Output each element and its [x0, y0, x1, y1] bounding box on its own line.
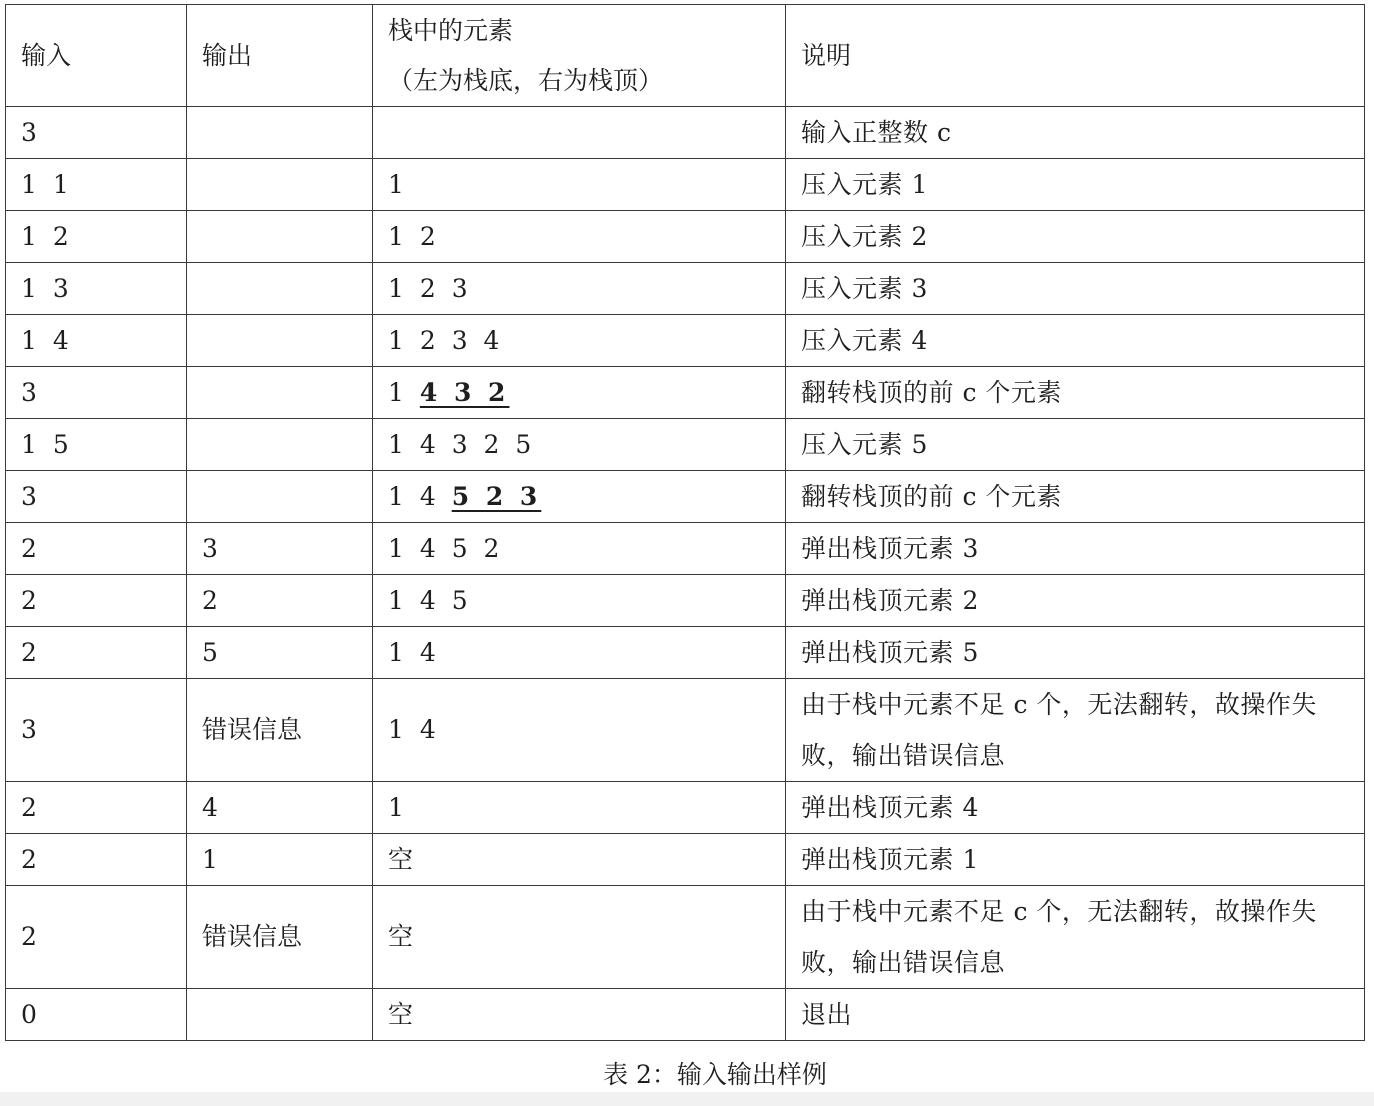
cell-description: 输入正整数 c: [786, 107, 1365, 159]
table-row: [6, 419, 1365, 471]
cell-input: 1 3: [6, 263, 187, 315]
header-input: 输入: [6, 5, 187, 107]
stack-elements: 空: [388, 922, 418, 951]
cell-output: [187, 263, 373, 315]
stack-elements: 1 2: [388, 221, 440, 251]
cell-description: 翻转栈顶的前 c 个元素: [786, 367, 1365, 419]
table-row: [6, 886, 1365, 989]
stack-elements: 1 4 5: [388, 585, 472, 615]
stack-elements: 1 2 3: [388, 273, 472, 303]
cell-input: 1 4: [6, 315, 187, 367]
cell-stack: [373, 782, 786, 834]
cell-input: 2: [6, 886, 187, 989]
table-caption: 表 2：输入输出样例: [603, 1060, 827, 1089]
cell-output: 1: [187, 834, 373, 886]
io-sample-table: [5, 4, 1365, 1041]
cell-input: 2: [6, 575, 187, 627]
stack-reversed-elements: 5 2 3: [451, 481, 542, 511]
table-row: [6, 367, 1365, 419]
cell-description: 退出: [786, 989, 1365, 1041]
cell-description: 压入元素 5: [786, 419, 1365, 471]
cell-stack: [373, 886, 786, 989]
stack-elements: 1: [388, 377, 420, 407]
header-desc: 说明: [786, 5, 1365, 107]
cell-stack: [373, 263, 786, 315]
table-row: [6, 834, 1365, 886]
table-row: [6, 107, 1365, 159]
cell-description: 由于栈中元素不足 c 个，无法翻转，故操作失败，输出错误信息: [786, 679, 1365, 782]
cell-input: 1 1: [6, 159, 187, 211]
cell-stack: [373, 107, 786, 159]
cell-stack: [373, 367, 786, 419]
table-body: [6, 107, 1365, 1041]
cell-input: 3: [6, 471, 187, 523]
table-row: [6, 211, 1365, 263]
cell-description: 翻转栈顶的前 c 个元素: [786, 471, 1365, 523]
cell-input: 3: [6, 107, 187, 159]
cell-description: 压入元素 2: [786, 211, 1365, 263]
table-row: [6, 523, 1365, 575]
table-row: [6, 627, 1365, 679]
cell-input: 3: [6, 367, 187, 419]
cell-stack: [373, 989, 786, 1041]
cell-stack: [373, 315, 786, 367]
cell-output: [187, 211, 373, 263]
cell-output: 3: [187, 523, 373, 575]
cell-input: 3: [6, 679, 187, 782]
cell-output: [187, 107, 373, 159]
stack-elements: 1 4: [388, 637, 440, 667]
cell-input: 2: [6, 782, 187, 834]
cell-description: 弹出栈顶元素 4: [786, 782, 1365, 834]
stack-elements: 1 4: [388, 481, 452, 511]
cell-description: 弹出栈顶元素 1: [786, 834, 1365, 886]
table-header-row: [6, 5, 1365, 107]
cell-output: [187, 159, 373, 211]
cell-stack: [373, 471, 786, 523]
cell-description: 压入元素 4: [786, 315, 1365, 367]
header-output: 输出: [187, 5, 373, 107]
cell-output: 2: [187, 575, 373, 627]
stack-elements: 1: [388, 169, 408, 199]
cell-stack: [373, 834, 786, 886]
cell-output: 4: [187, 782, 373, 834]
stack-elements: 空: [388, 999, 418, 1029]
cell-description: 由于栈中元素不足 c 个，无法翻转，故操作失败，输出错误信息: [786, 886, 1365, 989]
cell-output: [187, 367, 373, 419]
table-row: [6, 575, 1365, 627]
stack-elements: 1 4 5 2: [388, 533, 504, 563]
cell-output: 5: [187, 627, 373, 679]
table-row: [6, 263, 1365, 315]
cell-input: 1 2: [6, 211, 187, 263]
cell-stack: [373, 159, 786, 211]
table-row: [6, 989, 1365, 1041]
stack-reversed-elements: 4 3 2: [419, 377, 510, 407]
cell-output: 错误信息: [187, 886, 373, 989]
stack-elements: 1 4: [388, 715, 440, 744]
cell-stack: [373, 679, 786, 782]
header-stack: [373, 5, 786, 107]
cell-input: 2: [6, 834, 187, 886]
stack-elements: 1 2 3 4: [388, 325, 504, 355]
cell-output: [187, 315, 373, 367]
cell-output: 错误信息: [187, 679, 373, 782]
header-stack-note: （左为栈底，右为栈顶）: [388, 65, 664, 95]
stack-elements: 空: [388, 844, 418, 874]
table-row: [6, 315, 1365, 367]
table-row: [6, 782, 1365, 834]
cell-description: 弹出栈顶元素 2: [786, 575, 1365, 627]
cell-description: 弹出栈顶元素 3: [786, 523, 1365, 575]
table-row: [6, 679, 1365, 782]
cell-description: 压入元素 3: [786, 263, 1365, 315]
cell-output: [187, 419, 373, 471]
cell-stack: [373, 523, 786, 575]
cell-stack: [373, 627, 786, 679]
cell-description: 弹出栈顶元素 5: [786, 627, 1365, 679]
cell-input: 0: [6, 989, 187, 1041]
cell-output: [187, 989, 373, 1041]
cell-stack: [373, 211, 786, 263]
stack-elements: 1: [388, 792, 408, 822]
cell-stack: [373, 575, 786, 627]
cell-input: 2: [6, 523, 187, 575]
cell-stack: [373, 419, 786, 471]
cell-input: 2: [6, 627, 187, 679]
table-row: [6, 159, 1365, 211]
table-row: [6, 471, 1365, 523]
header-stack-title: 栈中的元素: [388, 15, 514, 45]
cell-input: 1 5: [6, 419, 187, 471]
cell-output: [187, 471, 373, 523]
cell-description: 压入元素 1: [786, 159, 1365, 211]
stack-elements: 1 4 3 2 5: [388, 429, 536, 459]
